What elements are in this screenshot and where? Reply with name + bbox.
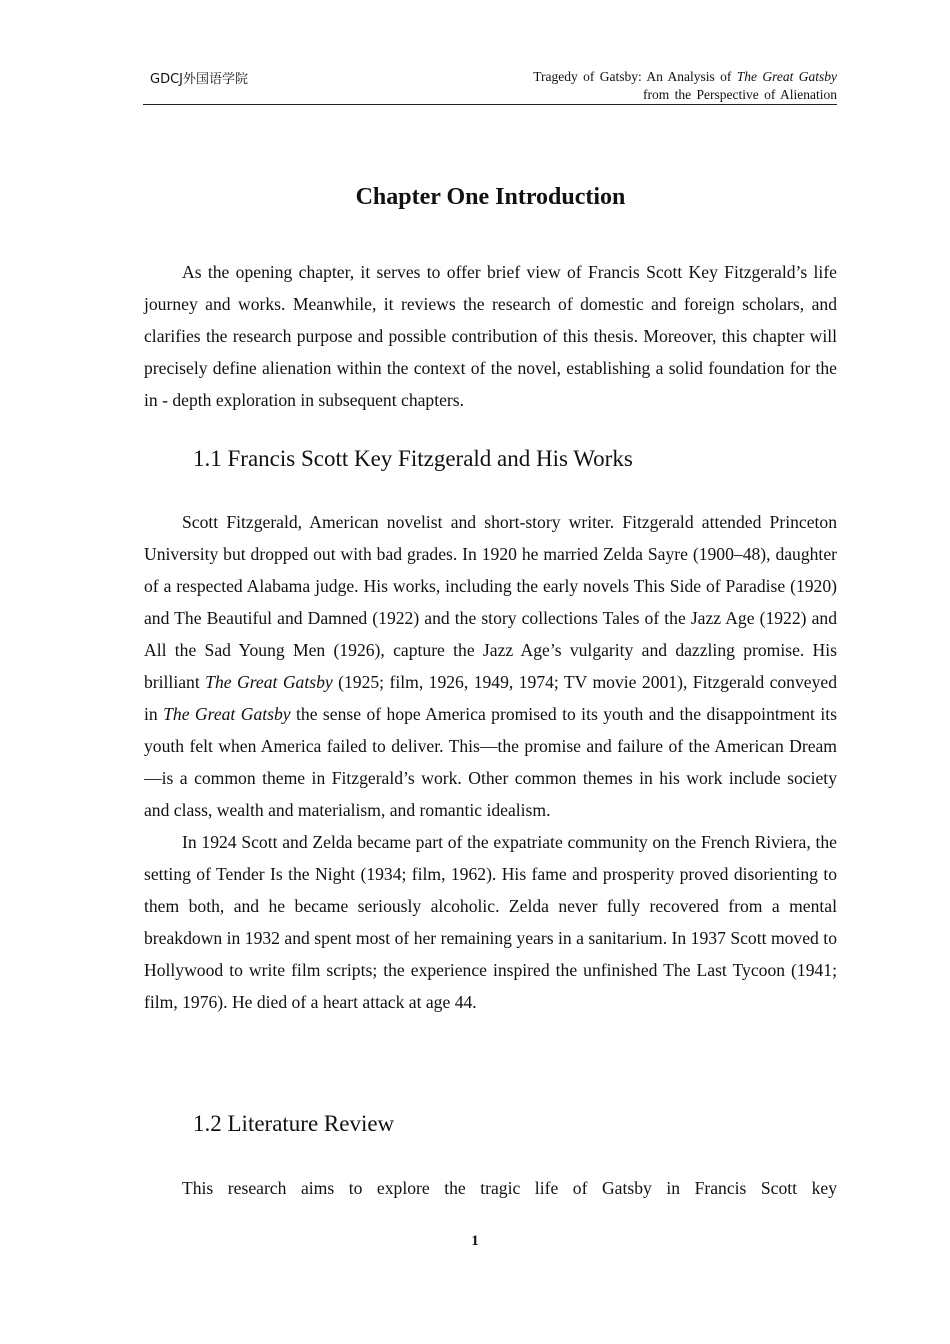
chapter-intro	[144, 256, 837, 416]
p1-italic-title-1: The Great Gatsby	[205, 672, 333, 692]
header-title-italic: The Great Gatsby	[736, 69, 837, 84]
section-1-2-paragraph-1: This research aims to explore the tragic life of Gatsby in Francis Scott key	[182, 1178, 837, 1198]
page-number: 1	[471, 1233, 479, 1249]
header-thesis-title	[417, 68, 837, 104]
section-1-1-heading: 1.1 Francis Scott Key Fitzgerald and His Works	[193, 446, 633, 471]
section-1-2-body	[144, 1172, 837, 1204]
section-1-1-body	[144, 506, 837, 1018]
p1-italic-title-2: The Great Gatsby	[163, 704, 291, 724]
intro-paragraph: As the opening chapter, it serves to offer brief view of Francis Scott Key Fitzgerald’s life journey and works. Meanwhile, it reviews the research of domestic and foreign scholars, and clarifies the research purpose and possible contribution of this thesis. Moreover, this chapter will precisely define alienation within the context of the novel, establishing a solid foundation for the in - depth exploration in subsequent chapters.	[144, 262, 837, 410]
section-1-1-paragraph-1	[144, 506, 837, 826]
p1-text-b: (1925; film, 1926, 1949, 1974; TV movie 2001), Fitzgerald conveyed in	[144, 672, 837, 724]
section-1-2-heading: 1.2 Literature Review	[193, 1111, 395, 1136]
section-1-1-paragraph-2: In 1924 Scott and Zelda became part of the expatriate community on the French Riviera, the setting of Tender Is the Night (1934; film, 1962). His fame and prosperity proved disorienting to them both, and he became seriously alcoholic. Zelda never fully recovered from a mental breakdown in 1932 and spent most of her remaining years in a sanitarium. In 1937 Scott moved to Hollywood to write film scripts; the experience inspired the unfinished The Last Tycoon (1941; film, 1976). He died of a heart attack at age 44.	[144, 832, 837, 1012]
p1-text-c: the sense of hope America promised to its youth and the disappointment its youth felt when America failed to deliver. This—the promise and failure of the American Dream—is a common theme in Fitzgerald’s work. Other common themes in his work include society and class, wealth and materialism, and romantic idealism.	[144, 704, 837, 820]
header-institution: GDCJ外国语学院	[150, 72, 248, 87]
chapter-title: Chapter One Introduction	[355, 184, 626, 210]
header-divider	[143, 104, 837, 105]
header-title-line2: from the Perspective of Alienation	[643, 87, 837, 102]
p1-text-a: Scott Fitzgerald, American novelist and short-story writer. Fitzgerald attended Princeton University but dropped out with bad grades. In 1920 he married Zelda Sayre (1900–48), daughter of a respected Alabama judge. His works, including the early novels This Side of Paradise (1920) and The Beautiful and Damned (1922) and the story collections Tales of the Jazz Age (1922) and All the Sad Young Men (1926), capture the Jazz Age’s vulgarity and dazzling promise. His brilliant	[144, 512, 837, 692]
header-title-prefix: Tragedy of Gatsby: An Analysis of	[533, 69, 732, 84]
